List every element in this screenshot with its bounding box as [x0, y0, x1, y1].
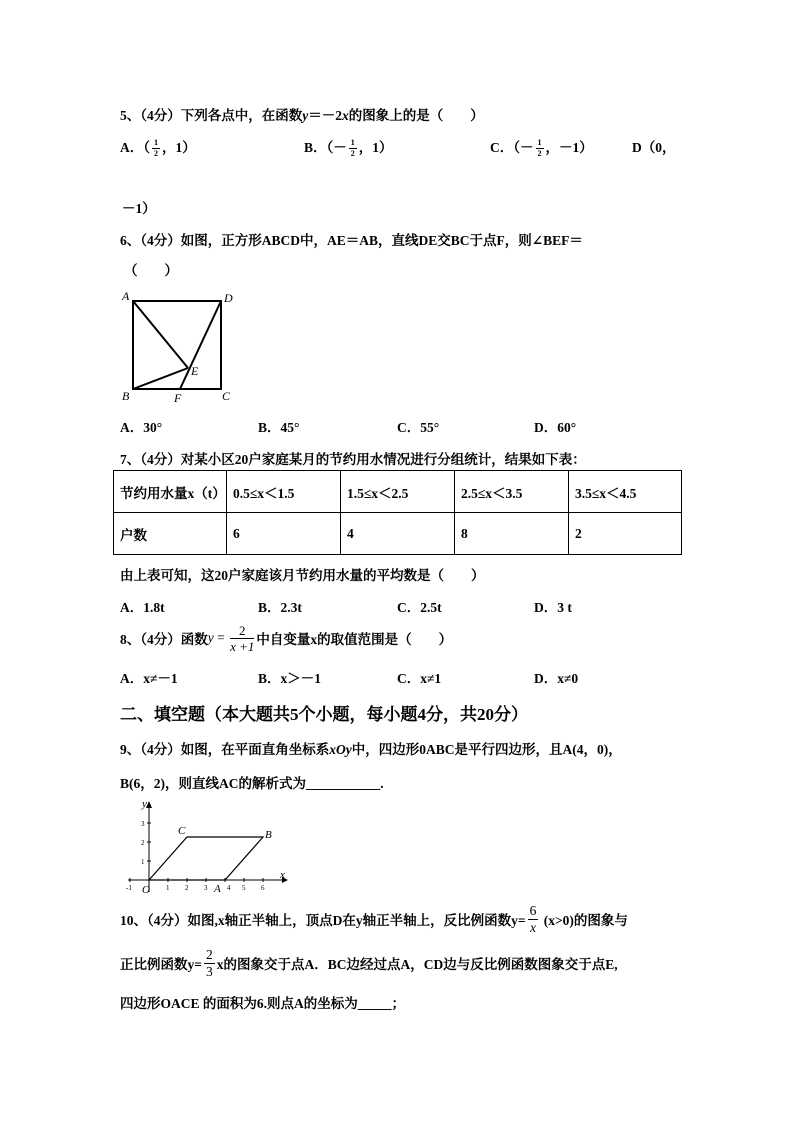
- y-tick-label: 1: [141, 858, 145, 866]
- origin-label: O: [142, 884, 150, 896]
- q5-b-den: 2: [350, 149, 355, 159]
- q10-line1-pre: 10、（4分）如图,x轴正半轴上，顶点D在y轴正半轴上，反比例函数y=: [120, 913, 526, 928]
- table-cell: 2: [569, 513, 682, 555]
- q5-c-num: 1: [537, 138, 542, 148]
- q6-option-d: D．60°: [534, 420, 577, 435]
- q10-fraction-1: [528, 904, 539, 934]
- q5-stem-tail: 的图象上的是（ ）: [348, 108, 484, 123]
- q10-line2-pre: 正比例函数y=: [120, 957, 202, 972]
- x-tick-label: 4: [227, 884, 231, 892]
- section-heading: 二、填空题（本大题共5个小题，每小题4分，共20分）: [120, 705, 528, 724]
- q6-square-figure: [118, 286, 244, 404]
- q10-line2: [120, 944, 618, 982]
- q9-line1-pre: 9、（4分）如图，在平面直角坐标系: [120, 742, 330, 757]
- q7-option-a: A．1.8t: [120, 600, 165, 615]
- q5-option-b: [304, 136, 393, 158]
- segment-ae: [133, 301, 188, 368]
- table-cell: 节约用水量x（t）: [114, 471, 227, 513]
- q5-c-pre: C．（－: [490, 140, 534, 155]
- table-cell: 8: [455, 513, 569, 555]
- label-b: B: [265, 829, 272, 841]
- q10-fraction-2: [204, 948, 215, 978]
- table-cell: 户数: [114, 513, 227, 555]
- q5-b-post: ，1）: [358, 140, 393, 155]
- q10-line1-post: (x>0)的图象与: [540, 913, 628, 928]
- q9-line1-post: 中，四边形0ABC是平行四边形，且A(4，0)，: [351, 742, 622, 757]
- table-row: [114, 471, 682, 513]
- q9-line2: B(6，2)，则直线AC的解析式为___________.: [120, 776, 384, 791]
- y-axis-arrow-icon: [146, 801, 152, 808]
- q10-f2-num: 2: [205, 947, 213, 962]
- q8-den: x +1: [230, 638, 255, 654]
- x-tick-label: 1: [166, 884, 170, 892]
- q8-num: 2: [230, 624, 254, 639]
- q5-b-fraction: [349, 139, 357, 158]
- q9-xoy: xOy: [329, 742, 352, 757]
- q5-a-pre: A．（: [120, 140, 150, 155]
- q5-a-post: ，1）: [162, 140, 196, 155]
- q5-func-y: y: [302, 108, 309, 123]
- y-axis-label: y: [142, 798, 147, 810]
- q8-eq: =: [213, 630, 229, 645]
- q8-option-a: A．x≠－1: [120, 671, 178, 686]
- q7-option-b: B．2.3t: [258, 600, 302, 615]
- q5-option-a: [120, 136, 196, 158]
- q6-stem: 6、（4分）如图，正方形ABCD中，AE＝AB，直线DE交BC于点F，则∠BEF＝: [120, 233, 583, 248]
- segment-be: [133, 368, 188, 389]
- q5-func-rest: ＝－2: [308, 108, 342, 123]
- table-cell: 6: [227, 513, 341, 555]
- table-cell: 4: [341, 513, 455, 555]
- q10-line3: 四边形OACE 的面积为6.则点A的坐标为_____；: [120, 996, 406, 1011]
- q5-stem-text: 5、（4分）下列各点中，在函数: [120, 108, 303, 123]
- q5-b-pre: B．（－: [304, 140, 347, 155]
- q5-a-fraction: [152, 139, 160, 158]
- q6-option-b: B．45°: [258, 420, 300, 435]
- square-abcd: [133, 301, 221, 389]
- segment-df: [180, 301, 221, 389]
- y-tick-label: 2: [141, 839, 145, 847]
- q5-a-num: 1: [154, 138, 158, 148]
- q5-option-c: [490, 136, 593, 158]
- label-a: A: [214, 883, 221, 895]
- q5-stem: [120, 104, 484, 124]
- q8-y: y: [207, 630, 214, 645]
- q10-f1-num: 6: [529, 903, 537, 918]
- q5-c-fraction: [536, 139, 544, 158]
- q8-fraction: [230, 624, 254, 653]
- q8-option-c: C．x≠1: [397, 671, 442, 686]
- x-tick-label: 6: [261, 884, 265, 892]
- x-tick-label: 2: [185, 884, 189, 892]
- label-e: E: [191, 364, 199, 378]
- x-tick-label: 5: [242, 884, 246, 892]
- q10-line1: [120, 900, 628, 938]
- label-b: B: [122, 389, 130, 403]
- q6-option-c: C．55°: [397, 420, 440, 435]
- q5-b-num: 1: [350, 138, 355, 148]
- q10-line2-post: x的图象交于点A．BC边经过点A，CD边与反比例函数图象交于点E,: [216, 957, 618, 972]
- q6-option-a: A．30°: [120, 420, 163, 435]
- q5-option-d: D（0，: [632, 140, 676, 155]
- q10-f2-den: 3: [205, 963, 213, 979]
- y-tick-label: 3: [141, 820, 145, 828]
- q8-option-d: D．x≠0: [534, 671, 579, 686]
- q7-after: 由上表可知，这20户家庭该月节约用水量的平均数是（ ）: [120, 568, 485, 583]
- table-cell: 3.5≤x＜4.5: [569, 471, 682, 513]
- q5-a-den: 2: [154, 149, 158, 159]
- q7-stem: 7、（4分）对某小区20户家庭某月的节约用水情况进行分组统计，结果如下表：: [120, 452, 586, 467]
- q7-table: [113, 470, 682, 555]
- x-axis-label: x: [280, 869, 285, 881]
- label-c: C: [222, 389, 231, 403]
- q5-option-d-cont: －1）: [122, 201, 156, 216]
- q6-blank: （ ）: [124, 263, 178, 278]
- q7-option-c: C．2.5t: [397, 600, 442, 615]
- label-f: F: [174, 391, 182, 404]
- q5-c-den: 2: [537, 149, 542, 159]
- label-d: D: [224, 291, 233, 305]
- table-cell: 1.5≤x＜2.5: [341, 471, 455, 513]
- q8-stem-post: 中自变量x的取值范围是（ ）: [256, 632, 453, 647]
- label-a: A: [122, 289, 130, 303]
- table-cell: 2.5≤x＜3.5: [455, 471, 569, 513]
- x-tick-label: 3: [204, 884, 208, 892]
- table-cell: 0.5≤x＜1.5: [227, 471, 341, 513]
- q5-func-x: x: [342, 108, 349, 123]
- q9-line1: [120, 738, 622, 758]
- parallelogram-oabc: [149, 837, 263, 880]
- q5-c-post: ，－1）: [545, 140, 593, 155]
- q7-option-d: D．3 t: [534, 600, 572, 615]
- q10-f1-den: x: [529, 919, 536, 935]
- label-c: C: [178, 825, 186, 837]
- table-row: [114, 513, 682, 555]
- q8-stem: [120, 620, 452, 656]
- q9-coordinate-figure: [120, 796, 295, 896]
- x-tick-label: -1: [126, 884, 132, 892]
- q8-option-b: B．x＞－1: [258, 671, 322, 686]
- q8-stem-pre: 8、（4分）函数: [120, 632, 208, 647]
